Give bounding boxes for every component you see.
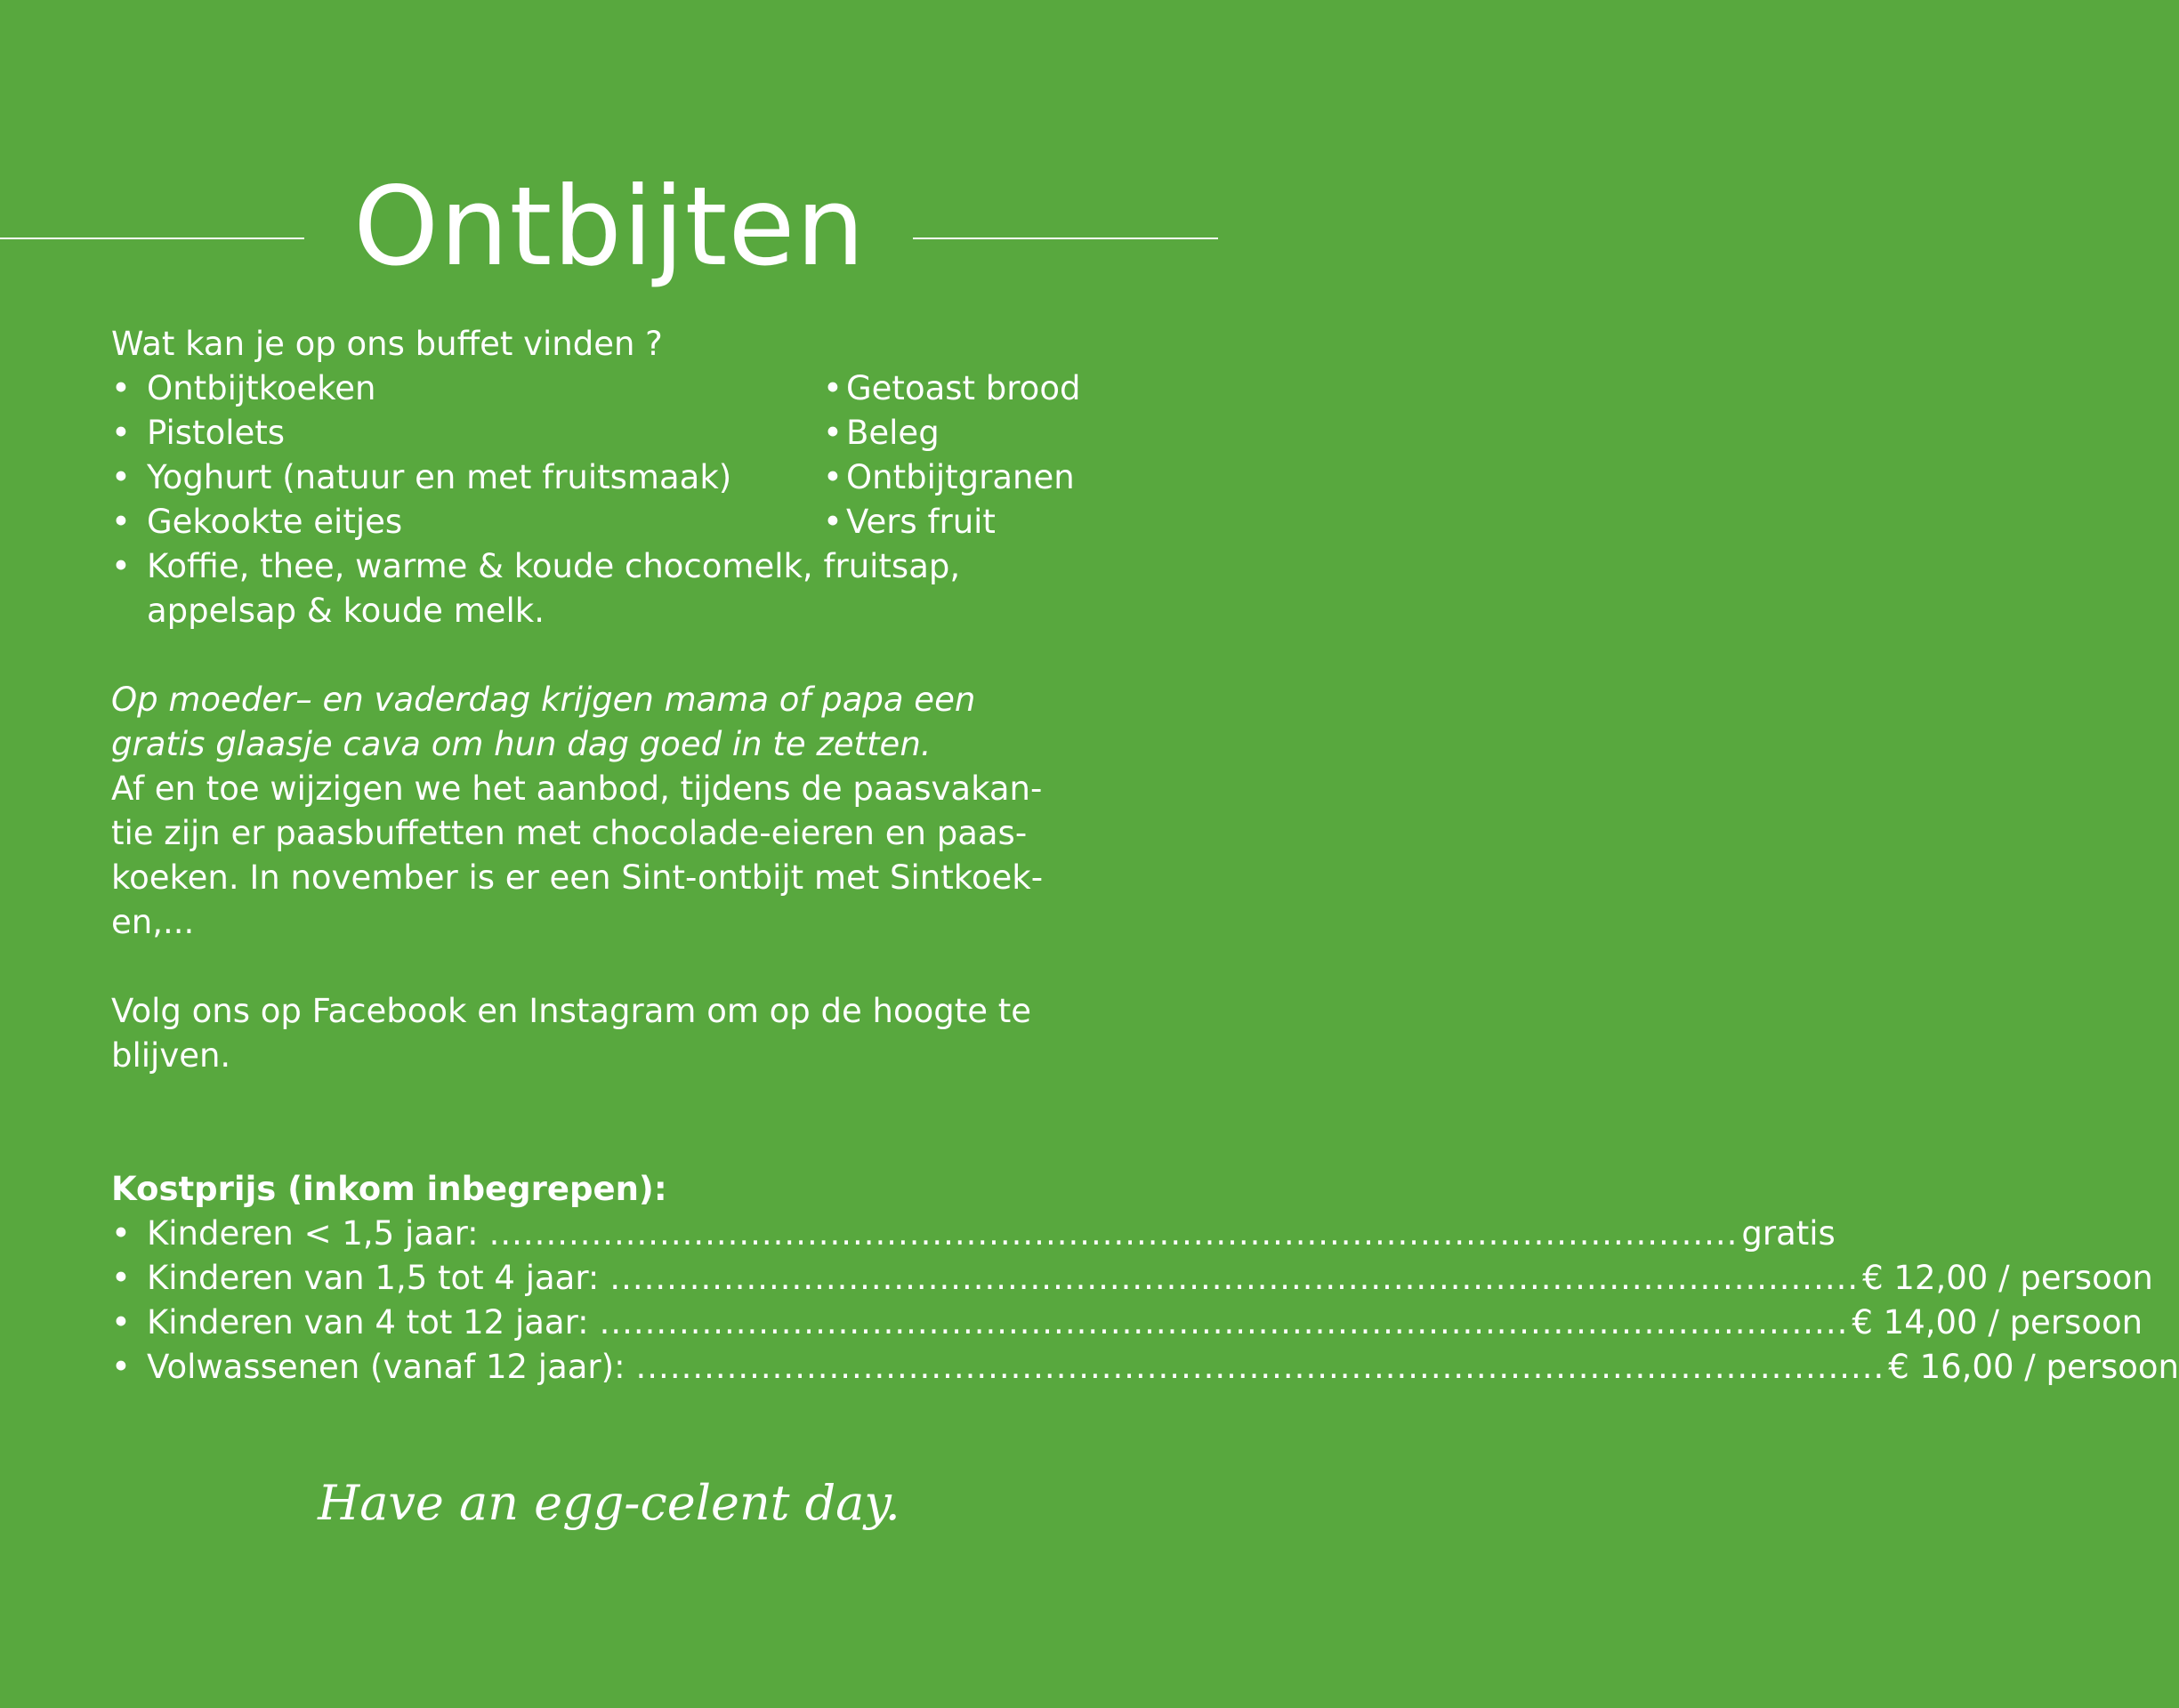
- changes-line-1: Af en toe wijzigen we het aanbod, tijdens de paasvakan-: [111, 769, 1043, 808]
- changes-line-2: tie zijn er paasbuffetten met chocolade-eieren en paas-: [111, 814, 1028, 852]
- price-label: Kinderen van 1,5 tot 4 jaar:: [147, 1259, 600, 1297]
- list-item: [111, 411, 823, 455]
- price-value: € 14,00 / persoon: [1852, 1303, 2143, 1341]
- page-title: Ontbijten: [353, 164, 866, 290]
- buffet-list: [111, 367, 1108, 544]
- price-value: gratis: [1741, 1214, 1836, 1253]
- bullet-icon: •: [823, 503, 843, 541]
- price-row: [111, 1301, 2143, 1345]
- menu-content: [111, 322, 2179, 1390]
- title-rule-right: [913, 238, 1218, 239]
- list-item-text: Ontbijtkoeken: [147, 369, 376, 407]
- list-item-text: Vers fruit: [846, 503, 996, 541]
- list-item-text: Ontbijtgranen: [846, 458, 1075, 496]
- changes-line-4: en,...: [111, 903, 195, 941]
- bullet-icon: •: [111, 414, 131, 452]
- drinks-line-1: Koffie, thee, warme & koude chocomelk, fruitsap,: [147, 547, 961, 585]
- price-row: [111, 1256, 2153, 1301]
- list-item-text: Yoghurt (natuur en met fruitsmaak): [147, 458, 732, 496]
- price-row: [111, 1345, 2179, 1390]
- price-label: Volwassenen (vanaf 12 jaar):: [147, 1348, 625, 1386]
- price-row: [111, 1212, 1836, 1256]
- list-item: [111, 500, 823, 544]
- bullet-icon: •: [823, 458, 843, 496]
- drinks-text: [147, 544, 960, 633]
- bullet-icon: •: [823, 414, 843, 452]
- bullet-icon: •: [111, 1348, 131, 1386]
- title-rule-left: [0, 238, 304, 239]
- drinks-line-2: appelsap & koude melk.: [147, 592, 545, 630]
- list-item: [111, 455, 823, 500]
- bullet-icon: •: [111, 1259, 131, 1297]
- price-value: € 16,00 / persoon: [1888, 1348, 2179, 1386]
- buffet-column-left: [111, 367, 823, 544]
- bullet-icon: •: [111, 369, 131, 407]
- leader-dots: ..............................................................................................................: [635, 1348, 1885, 1386]
- tagline: Have an egg-celent day.: [318, 1475, 900, 1531]
- special-offer-line-1: Op moeder– en vaderdag krijgen mama of papa een: [111, 681, 976, 719]
- price-label: Kinderen van 4 tot 12 jaar:: [147, 1303, 589, 1341]
- bullet-icon: •: [111, 1214, 131, 1253]
- bullet-icon: •: [111, 458, 131, 496]
- list-item-text: Pistolets: [147, 414, 286, 452]
- buffet-column-right: [823, 367, 1108, 544]
- price-heading: Kostprijs (inkom inbegrepen):: [111, 1170, 667, 1208]
- bullet-icon: •: [111, 503, 131, 541]
- leader-dots: ..............................................................................................................: [599, 1303, 1849, 1341]
- leader-dots: ..............................................................................................................: [609, 1259, 1860, 1297]
- list-item: [111, 367, 823, 411]
- list-item: [823, 411, 1108, 455]
- bullet-icon: •: [111, 547, 131, 585]
- social-line-1: Volg ons op Facebook en Instagram om op de hoogte te: [111, 992, 1032, 1030]
- list-item: [823, 455, 1108, 500]
- changes-line-3: koeken. In november is er een Sint-ontbijt met Sintkoek-: [111, 858, 1044, 897]
- special-offer-line-2: gratis glaasje cava om hun dag goed in te zetten.: [111, 725, 932, 763]
- bullet-icon: •: [111, 1303, 131, 1341]
- list-item: [823, 500, 1108, 544]
- drinks-item: [111, 544, 1108, 633]
- bullet-icon: •: [823, 369, 843, 407]
- buffet-intro: Wat kan je op ons buffet vinden ?: [111, 325, 663, 363]
- leader-dots: ..............................................................................................................: [488, 1214, 1739, 1253]
- list-item-text: Getoast brood: [846, 369, 1081, 407]
- price-value: € 12,00 / persoon: [1862, 1259, 2153, 1297]
- list-item-text: Gekookte eitjes: [147, 503, 403, 541]
- list-item: [823, 367, 1108, 411]
- list-item-text: Beleg: [846, 414, 940, 452]
- price-label: Kinderen < 1,5 jaar:: [147, 1214, 479, 1253]
- social-line-2: blijven.: [111, 1036, 231, 1075]
